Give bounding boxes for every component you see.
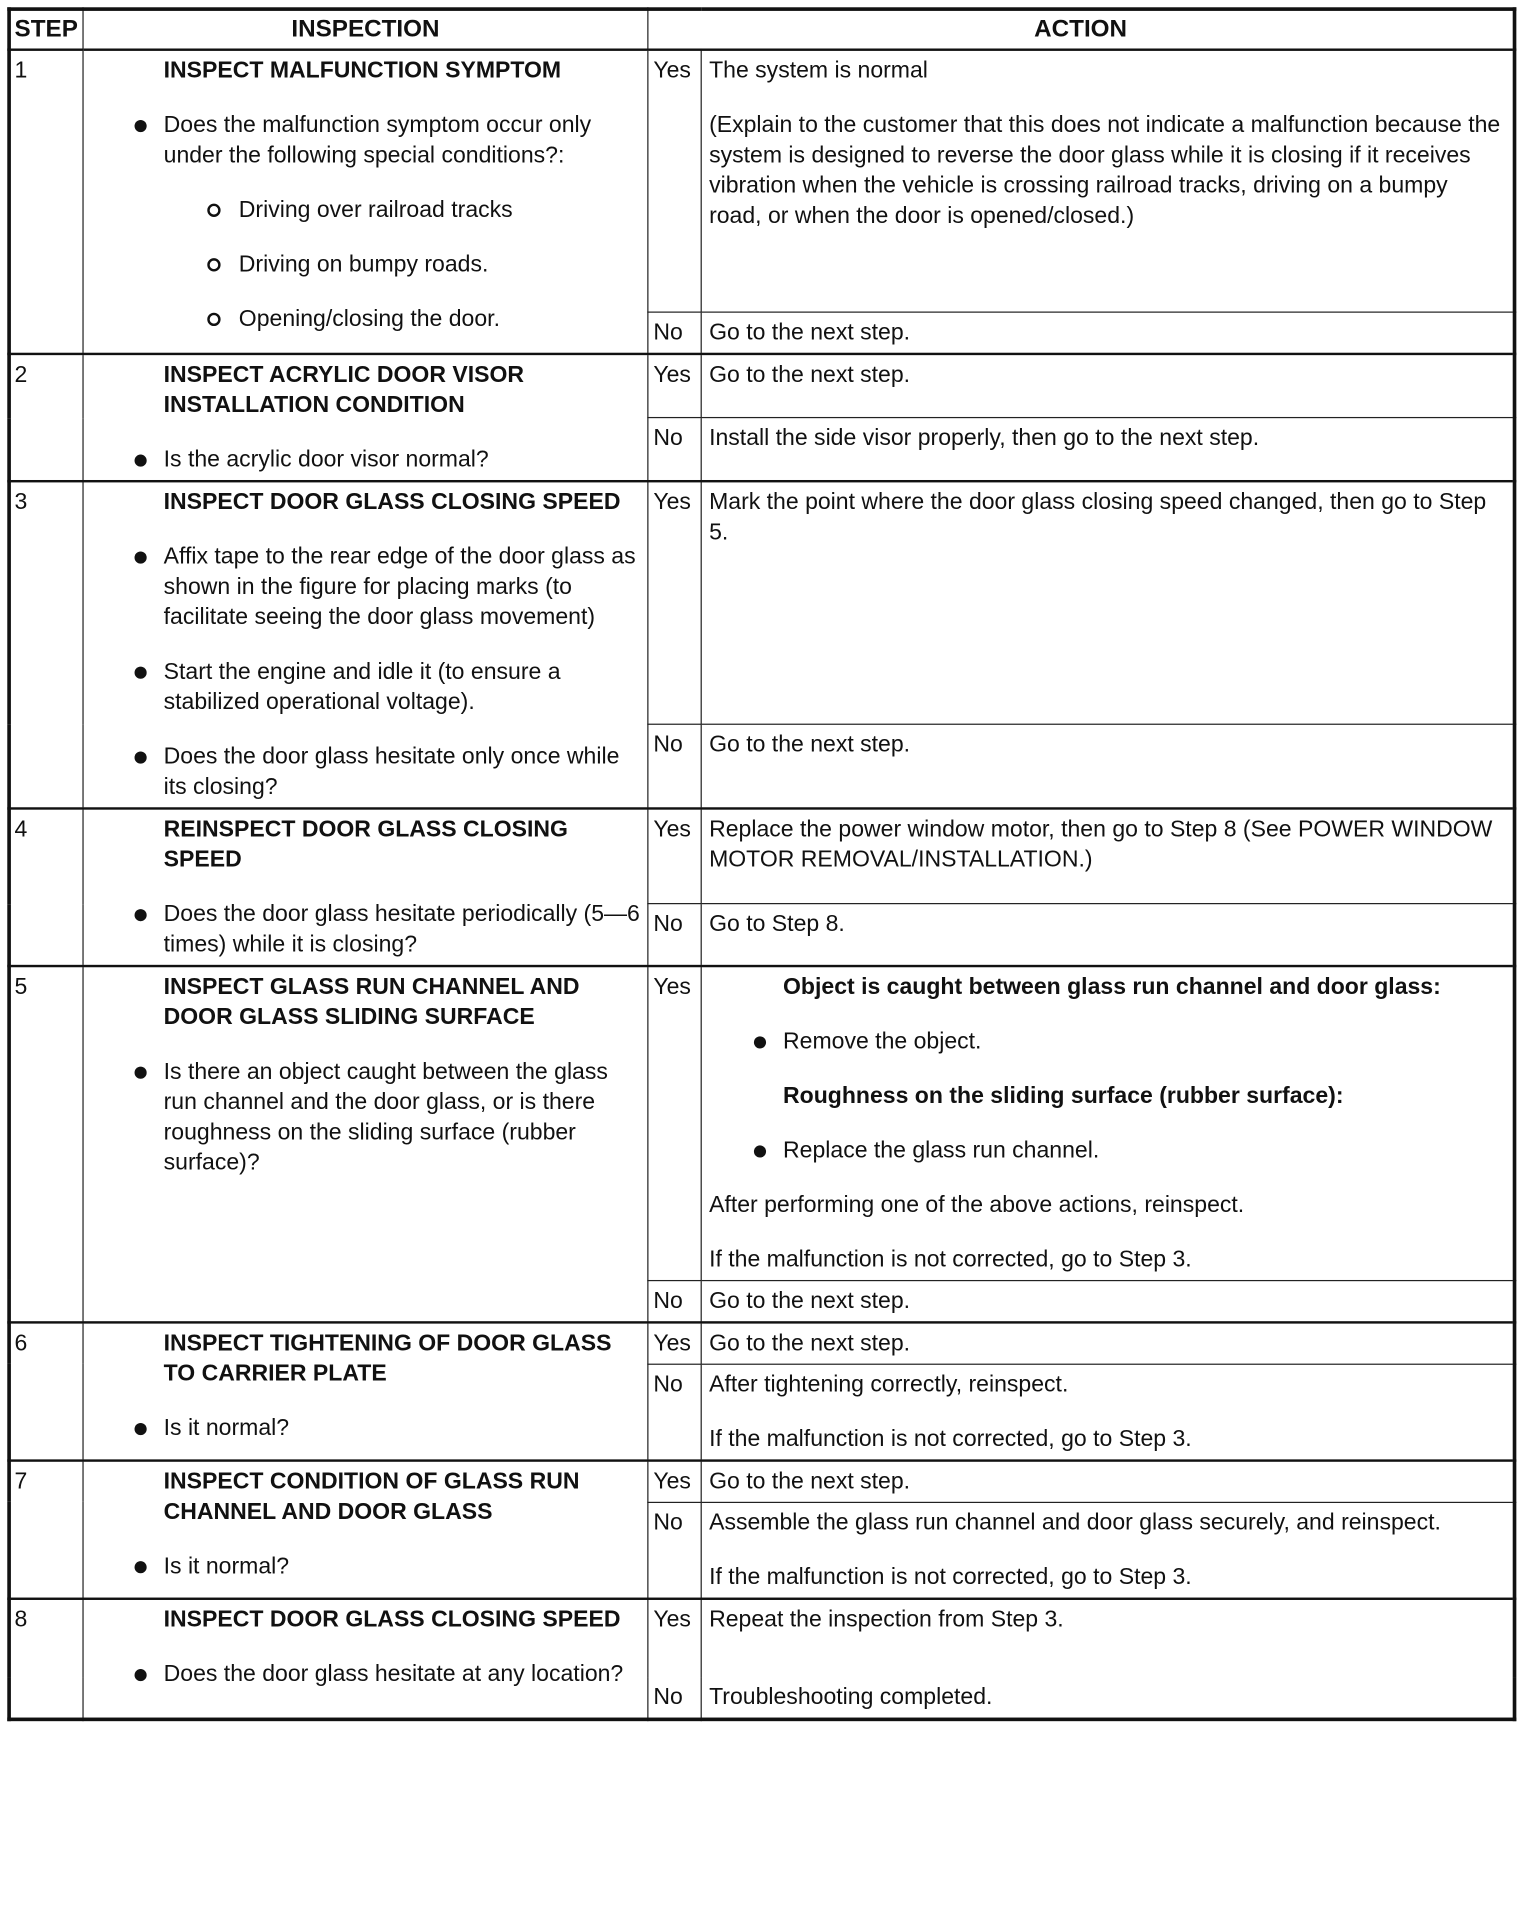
yes-label: Yes [648, 965, 701, 1280]
yes-label: Yes [648, 1460, 701, 1502]
inspection-bullet: Does the door glass hesitate only once while its closing? [164, 741, 640, 802]
inspection-title: REINSPECT DOOR GLASS CLOSING SPEED [163, 816, 568, 873]
header-inspection: INSPECTION [83, 9, 648, 50]
inspection-bullet: Affix tape to the rear edge of the door glass as shown in the figure for placing marks (to facilitate seeing the door glass movement) [164, 541, 640, 632]
inspection-title: INSPECT GLASS RUN CHANNEL AND DOOR GLASS SLIDING SURFACE [163, 973, 580, 1030]
inspection-cell [83, 1460, 648, 1598]
step-number: 2 [9, 353, 83, 480]
condition-item: Opening/closing the door. [239, 304, 640, 334]
no-label: No [648, 904, 701, 966]
yes-label: Yes [648, 50, 701, 312]
inspection-title: INSPECT DOOR GLASS CLOSING SPEED [163, 1606, 621, 1633]
step-5-group [9, 965, 1514, 1321]
yes-action-text: Repeat the inspection from Step 3. [701, 1598, 1514, 1677]
inspection-title: INSPECT TIGHTENING OF DOOR GLASS TO CARRIER PLATE [163, 1330, 612, 1387]
action-text: If the malfunction is not corrected, go to Step 3. [709, 1246, 1192, 1273]
step-7-group [9, 1460, 1514, 1598]
no-action-text: Go to Step 8. [701, 904, 1514, 966]
action-note: (Explain to the customer that this does not indicate a malfunction because the system is designed to reverse the door glass while it is closing if it receives vibration when the vehicle is crossing railroad tracks, driving on a bumpy road, or when the door is opened/closed.) [709, 112, 1501, 230]
step-number: 4 [9, 808, 83, 966]
no-label: No [648, 418, 701, 481]
inspection-bullet: Is the acrylic door visor normal? [164, 444, 640, 474]
no-label: No [648, 1280, 701, 1322]
inspection-bullet: Does the door glass hesitate at any location? [164, 1659, 640, 1689]
inspection-cell [83, 1598, 648, 1719]
no-action-text: Go to the next step. [701, 724, 1514, 808]
yes-action-text: Mark the point where the door glass closing speed changed, then go to Step 5. [701, 481, 1514, 725]
action-text: After performing one of the above actions, reinspect. [709, 1192, 1245, 1218]
action-bullet: Remove the object. [783, 1026, 1505, 1056]
step-4-yes-row [9, 808, 1514, 904]
no-label: No [648, 312, 701, 354]
step-number: 1 [9, 50, 83, 354]
action-text: Assemble the glass run channel and door glass securely, and reinspect. [709, 1509, 1441, 1536]
condition-item: Driving on bumpy roads. [239, 250, 640, 280]
inspection-bullet: Does the malfunction symptom occur only under the following special conditions?: [164, 110, 640, 171]
yes-action-text: Go to the next step. [701, 1322, 1514, 1364]
step-6-yes-row [9, 1322, 1514, 1364]
action-text: If the malfunction is not corrected, go to Step 3. [709, 1564, 1192, 1590]
inspection-bullet: Start the engine and idle it (to ensure a stabilized operational voltage). [164, 656, 640, 717]
step-number: 5 [9, 965, 83, 1321]
no-action-cell [701, 1502, 1514, 1598]
step-8-yes-row [9, 1598, 1514, 1677]
step-2-group [9, 353, 1514, 480]
no-action-text: Troubleshooting completed. [701, 1677, 1514, 1719]
step-1-yes-row [9, 50, 1514, 312]
step-3-yes-row [9, 481, 1514, 725]
inspection-cell [83, 481, 648, 808]
header-action: ACTION [648, 9, 1515, 50]
step-5-yes-row [9, 965, 1514, 1280]
action-text: If the malfunction is not corrected, go to Step 3. [709, 1426, 1192, 1452]
inspection-title: INSPECT MALFUNCTION SYMPTOM [163, 58, 562, 84]
inspection-cell [83, 808, 648, 966]
inspection-bullet: Is there an object caught between the glass run channel and the door glass, or is there roughness on the sliding surface (rubber surface)? [164, 1056, 640, 1177]
yes-action-cell [701, 50, 1514, 312]
step-7-yes-row [9, 1460, 1514, 1502]
header-row [9, 9, 1514, 50]
no-label: No [648, 724, 701, 808]
step-3-group [9, 481, 1514, 808]
step-8-group [9, 1598, 1514, 1719]
inspection-cell [83, 965, 648, 1321]
inspection-title: INSPECT ACRYLIC DOOR VISOR INSTALLATION CONDITION [163, 361, 525, 418]
inspection-cell [83, 1322, 648, 1460]
yes-label: Yes [648, 1598, 701, 1677]
inspection-title: INSPECT CONDITION OF GLASS RUN CHANNEL AND DOOR GLASS [163, 1468, 580, 1525]
step-number: 3 [9, 481, 83, 808]
yes-label: Yes [648, 808, 701, 904]
condition-item: Driving over railroad tracks [239, 195, 640, 225]
troubleshooting-table [7, 7, 1516, 1720]
action-heading: Roughness on the sliding surface (rubber surface): [783, 1083, 1344, 1109]
step-number: 6 [9, 1322, 83, 1460]
action-heading: Object is caught between glass run channel and door glass: [783, 973, 1441, 1000]
action-bullet: Replace the glass run channel. [783, 1135, 1505, 1165]
yes-action-cell [701, 965, 1514, 1280]
no-label: No [648, 1502, 701, 1598]
inspection-cell [83, 50, 648, 354]
yes-label: Yes [648, 1322, 701, 1364]
no-label: No [648, 1677, 701, 1719]
step-number: 7 [9, 1460, 83, 1598]
inspection-cell [83, 353, 648, 480]
inspection-title: INSPECT DOOR GLASS CLOSING SPEED [163, 489, 621, 515]
step-4-group [9, 808, 1514, 966]
no-action-text: Go to the next step. [701, 312, 1514, 354]
yes-label: Yes [648, 353, 701, 417]
no-label: No [648, 1364, 701, 1460]
yes-label: Yes [648, 481, 701, 725]
action-text: The system is normal [709, 58, 928, 84]
step-6-group [9, 1322, 1514, 1460]
no-action-cell [701, 1364, 1514, 1460]
action-text: After tightening correctly, reinspect. [709, 1371, 1069, 1397]
step-number: 8 [9, 1598, 83, 1719]
header-step: STEP [9, 9, 83, 50]
inspection-bullet: Does the door glass hesitate periodically (5—6 times) while it is closing? [164, 899, 640, 960]
yes-action-text: Go to the next step. [701, 1460, 1514, 1502]
step-1-group [9, 50, 1514, 354]
step-2-yes-row [9, 353, 1514, 417]
yes-action-text: Go to the next step. [701, 353, 1514, 417]
yes-action-text: Replace the power window motor, then go to Step 8 (See POWER WINDOW MOTOR REMOVAL/INSTALLATION.) [701, 808, 1514, 904]
no-action-text: Install the side visor properly, then go to the next step. [701, 418, 1514, 481]
inspection-bullet: Is it normal? [164, 1413, 640, 1443]
inspection-bullet: Is it normal? [164, 1551, 640, 1581]
no-action-text: Go to the next step. [701, 1280, 1514, 1322]
